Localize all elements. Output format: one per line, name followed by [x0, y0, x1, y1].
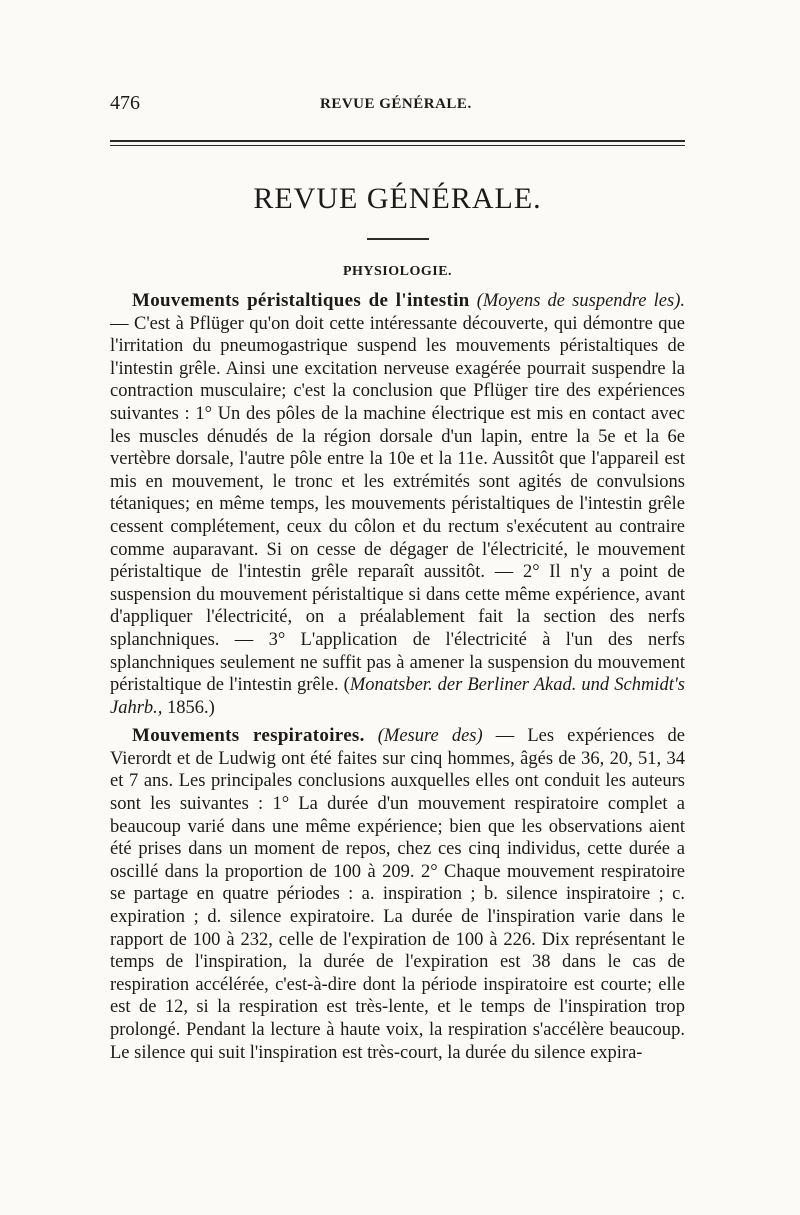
- running-title: REVUE GÉNÉRALE.: [320, 96, 472, 112]
- article-lead: Mouvements respiratoires.: [132, 725, 365, 747]
- running-header: [110, 92, 685, 118]
- section-heading: PHYSIOLOGIE.: [342, 264, 453, 279]
- article-lead: Mouvements péristaltiques de l'intestin: [132, 290, 470, 311]
- article-citation-tail: 1856.): [162, 697, 215, 718]
- title-divider: [367, 238, 429, 240]
- header-rule: [110, 140, 685, 146]
- article-citation: Monatsber. der Berliner Akad. und Schmidt's Jahrb.,: [110, 675, 685, 718]
- article-lead-italic: (Mesure des): [377, 726, 483, 747]
- page-title: REVUE GÉNÉRALE.: [253, 182, 542, 215]
- book-page: [110, 92, 685, 1064]
- article-lead-italic: (Moyens de suspendre les).: [476, 291, 685, 311]
- article-peristaltic: [110, 290, 685, 719]
- article-respiratory: [110, 725, 685, 1064]
- article-text: — Les expériences de Vierordt et de Ludwig ont été faites sur cinq hommes, âgés de 36, 20, 51, 34 et 7 ans. Les principales conclusions auxquelles elles ont conduit les auteurs sont les suivantes : 1° La durée d'un mouvement respiratoire complet a beaucoup varié dans une même expérience; bien que les observations aient été prises dans un moment de repos, chez ces cinq individus, cette durée a oscillé dans la proportion de 100 à 209. 2° Chaque mouvement respiratoire se partage en quatre périodes : a. inspiration ; b. silence inspiratoire ; c. expiration ; d. silence expiratoire. La durée de l'inspiration varie dans le rapport de 100 à 232, celle de l'expiration de 100 à 226. Dix représentant le temps de l'inspiration, la durée de l'expiration est 38 dans le cas de respiration accélérée, c'est-à-dire dont la période inspiratoire est courte; elle est de 12, si la respiration est très-lente, et le temps de l'inspiration trop prolongé. Pendant la lecture à haute voix, la respiration s'accélère beaucoup. Le silence qui suit l'inspiration est très-court, la durée du silence expira-: [110, 726, 685, 1063]
- article-body: [110, 290, 685, 1064]
- article-text: — C'est à Pflüger qu'on doit cette intéressante découverte, qui démontre que l'irritation du pneumogastrique suspend les mouvements péristaltiques de l'intestin grêle. Ainsi une excitation nerveuse exagérée pourrait suspendre la contraction musculaire; c'est la conclusion que Pflüger tire des expériences suivantes : 1° Un des pôles de la machine électrique est mis en contact avec les muscles dénudés de la région dorsale d'un lapin, entre la 5e et la 6e vertèbre dorsale, l'autre pôle entre la 10e et la 11e. Aussitôt que l'appareil est mis en mouvement, le tronc et les extrémités sont agités de convulsions tétaniques; en même temps, les mouvements péristaltiques de l'intestin grêle cessent complétement, ceux du côlon et du rectum s'exécutent au contraire comme auparavant. Si on cesse de dégager de l'électricité, le mouvement péristaltique de l'intestin grêle reparaît aussitôt. — 2° Il n'y a point de suspension du mouvement péristaltique si dans cette même expérience, avant d'appliquer l'électricité, on a préalablement fait la section des nerfs splanchniques. — 3° L'application de l'électricité à l'un des nerfs splanchniques seulement ne suffit pas à amener la suspension du mouvement péristaltique de l'intestin grêle. (: [110, 313, 685, 696]
- page-number: 476: [110, 92, 140, 114]
